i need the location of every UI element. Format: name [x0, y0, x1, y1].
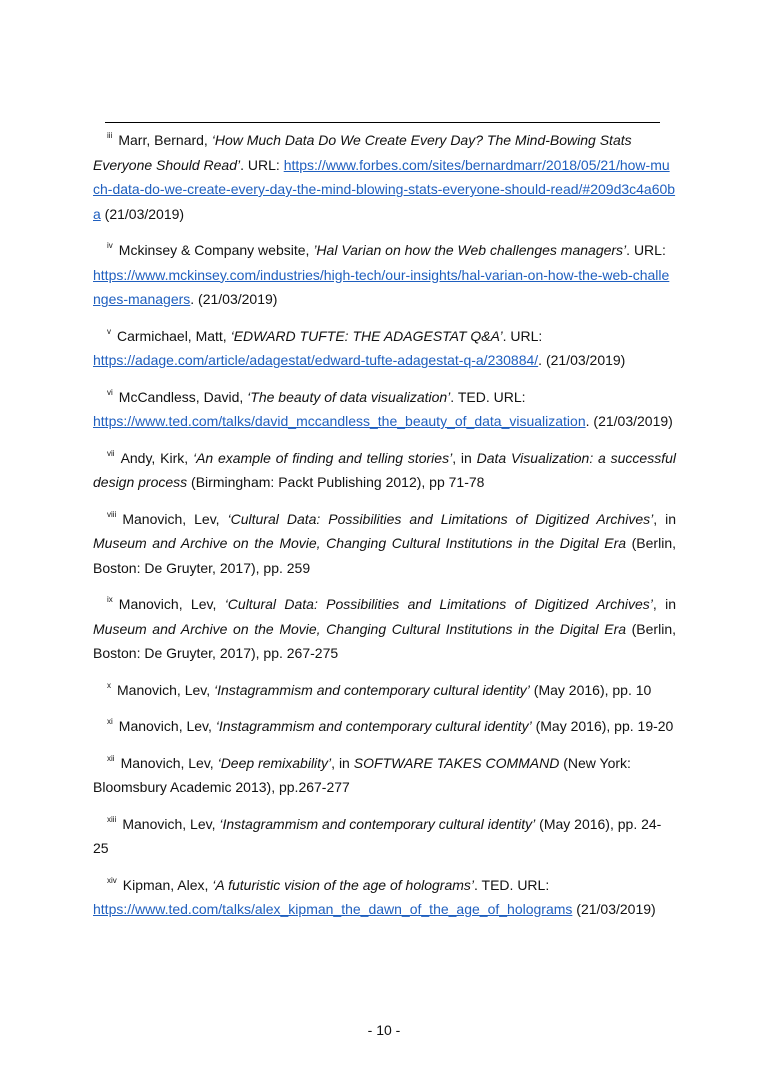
- footnote-publication: (Berlin, Boston: De Gruyter, 2017), pp. 259: [93, 535, 676, 576]
- footnote-connector: . URL:: [502, 327, 543, 344]
- footnote-title: ‘The beauty of data visualization’: [247, 388, 451, 405]
- footnote-title: ’Hal Varian on how the Web challenges managers’: [313, 242, 627, 258]
- footnote-date: (21/03/2019): [572, 901, 656, 917]
- footnote-url-link[interactable]: https://www.mckinsey.com/industries/high-tech/our-insights/hal-varian-on-how-the-web-challenges-managers: [93, 266, 670, 307]
- footnote-publication: (May 2016), pp. 10: [529, 681, 652, 698]
- footnotes-list: [93, 128, 676, 934]
- footnote-url-link[interactable]: https://www.forbes.com/sites/bernardmarr/2018/05/21/how-much-data-do-we-create-every-day-the-mind-blowing-stats-everyone-should-read/#209d3c4a60ba: [93, 156, 676, 222]
- footnote-date: . (21/03/2019): [538, 352, 626, 368]
- footnote-author: Manovich, Lev,: [122, 510, 228, 527]
- footnote-author: Manovich, Lev,: [122, 815, 220, 832]
- footnote-work-title: Museum and Archive on the Movie, Changing Cultural Institutions in the Digital Era: [93, 535, 627, 551]
- footnote-author: Marr, Bernard,: [118, 132, 212, 148]
- footnote-title: ‘Cultural Data: Possibilities and Limitations of Digitized Archives’: [227, 510, 654, 527]
- footnote-author: Mckinsey & Company website,: [118, 242, 314, 258]
- footnote-title: ‘Instagrammism and contemporary cultural identity’: [215, 718, 532, 734]
- footnote-publication: (New York: Bloomsbury Academic 2013), pp.267-277: [93, 754, 631, 795]
- footnote-vii: vii Andy, Kirk, ‘An example of finding and telling stories’, in Data Visualization: a successful design process (Birmingham: Packt Publishing 2012), pp 71-78: [93, 448, 676, 490]
- footnote-author: Kipman, Alex,: [122, 876, 213, 893]
- footnote-work-title: SOFTWARE TAKES COMMAND: [353, 754, 560, 771]
- footnote-xiii: xiii Manovich, Lev, ‘Instagrammism and contemporary cultural identity’ (May 2016), pp. 24-25: [93, 814, 662, 856]
- footnote-connector: . TED. URL:: [450, 388, 526, 405]
- footnote-url-link[interactable]: https://www.ted.com/talks/david_mccandless_the_beauty_of_data_visualization: [93, 413, 586, 429]
- footnote-title: ‘Instagrammism and contemporary cultural identity’: [219, 815, 536, 832]
- footnote-title: ‘Deep remixability’: [217, 754, 332, 771]
- footnote-connector: . TED. URL:: [474, 876, 550, 893]
- footnote-work-title: Museum and Archive on the Movie, Changing Cultural Institutions in the Digital Era: [93, 620, 627, 637]
- footnote-author: Andy, Kirk,: [120, 449, 193, 466]
- footnote-publication: (Berlin, Boston: De Gruyter, 2017), pp. 267-275: [93, 620, 676, 661]
- footnote-connector: , in: [452, 449, 477, 466]
- footnote-author: McCandless, David,: [118, 388, 248, 405]
- footnote-author: Manovich, Lev,: [117, 681, 215, 698]
- footnote-author: Carmichael, Matt,: [117, 327, 231, 344]
- footnote-xi: xi Manovich, Lev, ‘Instagrammism and contemporary cultural identity’ (May 2016), pp. 19-20: [107, 717, 674, 734]
- footnote-connector: , in: [331, 754, 354, 771]
- footnote-author: Manovich, Lev,: [118, 596, 225, 612]
- footnote-connector: . URL:: [626, 242, 666, 258]
- footnote-publication: (May 2016), pp. 24-25: [93, 815, 662, 856]
- footnote-title: ‘Instagrammism and contemporary cultural identity’: [214, 681, 530, 698]
- footnote-connector: , in: [653, 510, 676, 527]
- footnote-author: Manovich, Lev,: [120, 754, 218, 771]
- footnote-iv: iv Mckinsey & Company website, ’Hal Varian on how the Web challenges managers’. URL: https://www.mckinsey.com/industries/high-tech/our-insights/hal-varian-on-how-the-web-challenges-managers. (21/03/2019): [93, 241, 670, 307]
- footnote-separator: [105, 122, 660, 123]
- footnote-title: ‘An example of finding and telling stories’: [192, 449, 453, 466]
- page-number: - 10 -: [367, 1022, 401, 1038]
- footnote-date: (21/03/2019): [100, 205, 185, 222]
- footnote-url-link[interactable]: https://adage.com/article/adagestat/edward-tufte-adagestat-q-a/230884/: [93, 352, 539, 368]
- footnote-author: Manovich, Lev,: [118, 718, 216, 734]
- footnote-connector: . URL:: [240, 156, 284, 173]
- footnote-work-title: Data Visualization: a successful design process: [93, 449, 676, 490]
- footnote-xii: xii Manovich, Lev, ‘Deep remixability’, in SOFTWARE TAKES COMMAND (New York: Bloomsbury Academic 2013), pp.267-277: [93, 753, 631, 795]
- footnote-title: ‘EDWARD TUFTE: THE ADAGESTAT Q&A’: [230, 327, 503, 344]
- footnote-ix: ix Manovich, Lev, ‘Cultural Data: Possibilities and Limitations of Digitized Archives’, in Museum and Archive on the Movie, Changing Cultural Institutions in the Digital Era (Berlin, Boston: De Gruyter, 2017), pp. 267-275: [93, 595, 677, 661]
- footnote-date: . (21/03/2019): [585, 413, 673, 429]
- footnote-vi: vi McCandless, David, ‘The beauty of data visualization’. TED. URL: https://www.ted.com/talks/david_mccandless_the_beauty_of_data_visualization. (21/03/2019): [93, 387, 673, 429]
- footnote-title: ‘A futuristic vision of the age of holograms’: [212, 876, 475, 893]
- footnote-date: . (21/03/2019): [190, 291, 278, 307]
- footnote-connector: , in: [652, 596, 677, 612]
- footnote-publication: (May 2016), pp. 19-20: [531, 718, 674, 734]
- footnote-x: x Manovich, Lev, ‘Instagrammism and contemporary cultural identity’ (May 2016), pp. 10: [107, 680, 652, 698]
- footnote-viii: viii Manovich, Lev, ‘Cultural Data: Possibilities and Limitations of Digitized Archives’, in Museum and Archive on the Movie, Changing Cultural Institutions in the Digital Era (Berlin, Boston: De Gruyter, 2017), pp. 259: [93, 509, 676, 576]
- footnote-v: v Carmichael, Matt, ‘EDWARD TUFTE: THE ADAGESTAT Q&A’. URL: https://adage.com/article/adagestat/edward-tufte-adagestat-q-a/230884/. (21/03/2019): [93, 326, 626, 368]
- footnote-title: ‘Cultural Data: Possibilities and Limitations of Digitized Archives’: [224, 596, 653, 612]
- footnote-iii: iii Marr, Bernard, ‘How Much Data Do We Create Every Day? The Mind-Bowing Stats Everyone Should Read’. URL: https://www.forbes.com/sites/bernardmarr/2018/05/21/how-much-data-do-we-create-every-day-the-mind-blowing-stats-everyone-should-read/#209d3c4a60ba (21/03/2019): [93, 131, 676, 222]
- footnote-title: ‘How Much Data Do We Create Every Day? The Mind-Bowing Stats Everyone Should Read’: [93, 132, 632, 173]
- footnote-xiv: xiv Kipman, Alex, ‘A futuristic vision of the age of holograms’. TED. URL: https://www.ted.com/talks/alex_kipman_the_dawn_of_the_age_of_holograms (21/03/2019): [93, 875, 656, 917]
- footnote-publication: (Birmingham: Packt Publishing 2012), pp 71-78: [187, 474, 485, 490]
- footnote-url-link[interactable]: https://www.ted.com/talks/alex_kipman_the_dawn_of_the_age_of_holograms: [93, 901, 573, 917]
